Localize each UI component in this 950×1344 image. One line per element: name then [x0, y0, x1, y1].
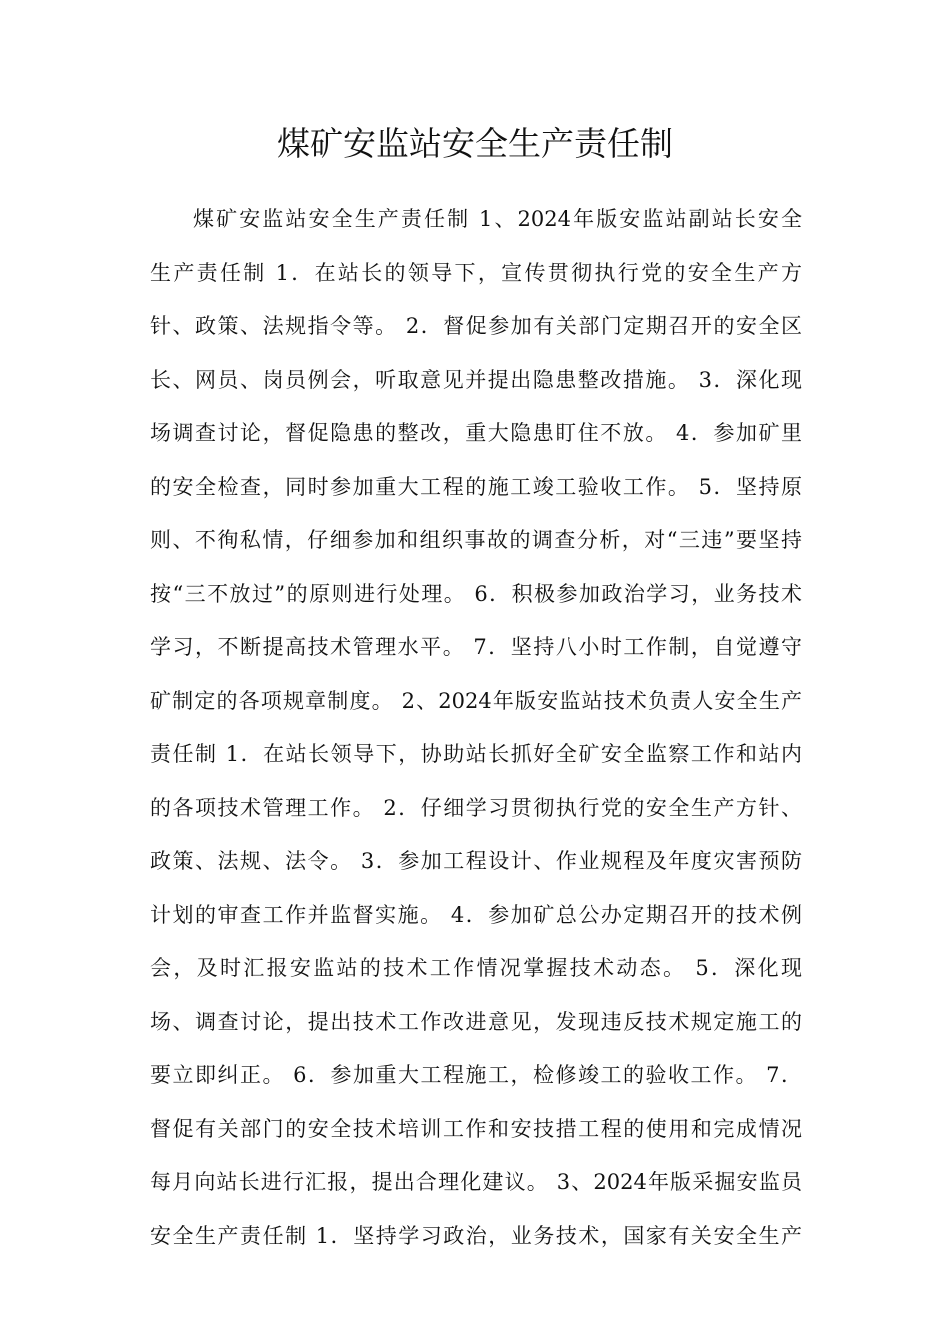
body-line: 场调查讨论，督促隐患的整改，重大隐患盯住不放。 4．参加矿里: [150, 421, 802, 445]
body-line: 长、网员、岗员例会，听取意见并提出隐患整改措施。 3．深化现: [150, 367, 802, 392]
document-title: 煤矿安监站安全生产责任制: [277, 124, 673, 163]
body-line: 生产责任制 1．在站长的领导下，宣传贯彻执行党的安全生产方: [150, 260, 802, 285]
body-line: 煤矿安监站安全生产责任制 1、2024年版安监站副站长安全: [193, 207, 802, 231]
body-line: 督促有关部门的安全技术培训工作和安技措工程的使用和完成情况: [150, 1116, 802, 1141]
body-line: 要立即纠正。 6．参加重大工程施工，检修竣工的验收工作。 7．: [150, 1063, 802, 1087]
body-line: 安全生产责任制 1．坚持学习政治，业务技术，国家有关安全生产: [150, 1223, 802, 1248]
body-line: 每月向站长进行汇报，提出合理化建议。 3、2024年版采掘安监员: [150, 1170, 802, 1194]
body-line: 责任制 1．在站长领导下，协助站长抓好全矿安全监察工作和站内: [150, 742, 802, 766]
body-line: 会，及时汇报安监站的技术工作情况掌握技术动态。 5．深化现: [150, 956, 802, 980]
body-line: 矿制定的各项规章制度。 2、2024年版安监站技术负责人安全生产: [150, 688, 802, 713]
body-line: 场、调查讨论，提出技术工作改进意见，发现违反技术规定施工的: [150, 1009, 802, 1034]
body-line: 则、不徇私情，仔细参加和组织事故的调查分析，对“三违”要坚持: [150, 528, 802, 552]
body-line: 政策、法规、法令。 3．参加工程设计、作业规程及年度灾害预防: [150, 849, 802, 873]
body-line: 针、政策、法规指令等。 2．督促参加有关部门定期召开的安全区: [150, 314, 802, 338]
body-line: 的各项技术管理工作。 2．仔细学习贯彻执行党的安全生产方针、: [150, 795, 802, 820]
body-line: 按“三不放过”的原则进行处理。 6．积极参加政治学习，业务技术: [150, 581, 802, 606]
document-body: [150, 193, 802, 1263]
body-line: 的安全检查，同时参加重大工程的施工竣工验收工作。 5．坚持原: [150, 474, 802, 499]
body-line: 计划的审查工作并监督实施。 4．参加矿总公办定期召开的技术例: [150, 902, 802, 927]
body-line: 学习，不断提高技术管理水平。 7．坚持八小时工作制，自觉遵守: [150, 635, 802, 659]
